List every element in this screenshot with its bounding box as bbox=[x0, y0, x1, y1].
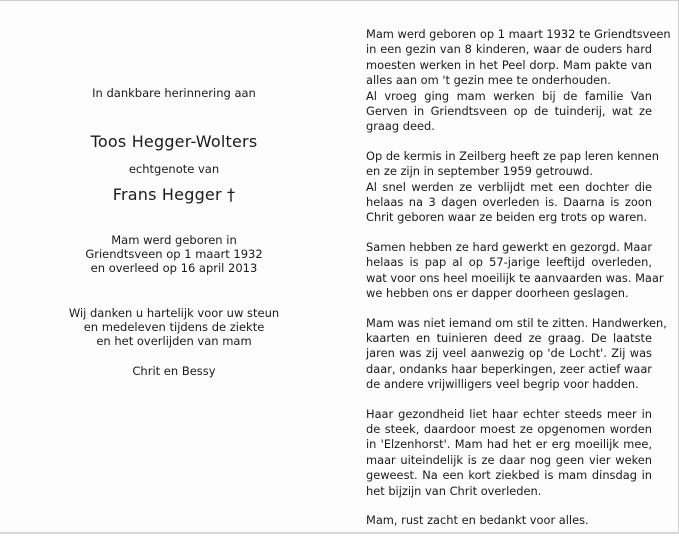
card-border-top bbox=[0, 0, 679, 1]
text-line: Samen hebben ze hard gewerkt en gezorgd. Maar bbox=[366, 239, 652, 254]
spouse-label: echtgenote van bbox=[128, 162, 220, 176]
paragraph bbox=[366, 315, 667, 393]
intro-text: In dankbare herinnering aan bbox=[92, 86, 256, 100]
paragraph bbox=[366, 148, 660, 226]
text-line: in een gezin van 8 kinderen, waar de ouders hard bbox=[366, 42, 652, 57]
birth-line: en overleed op 16 april 2013 bbox=[90, 261, 258, 275]
text-line: Chrit geboren waar ze beiden erg trots op waren. bbox=[366, 210, 648, 225]
paragraph bbox=[366, 27, 671, 135]
text-line: Mam was niet iemand om stil te zitten. Handwerken, bbox=[366, 315, 667, 330]
text-line: alles aan om 't gezin mee te onderhouden. bbox=[366, 73, 612, 88]
text-line: het bijzijn van Chrit overleden. bbox=[366, 483, 542, 498]
thanks-line: en het overlijden van mam bbox=[96, 334, 252, 348]
paragraph bbox=[366, 407, 652, 499]
text-line: jaren was zij veel aanwezig op 'de Locht'. Zij was bbox=[366, 346, 652, 361]
text-line: de andere vrijwilligers veel begrip voor hadden. bbox=[366, 377, 639, 392]
paragraph bbox=[366, 239, 664, 302]
text-line: wat voor ons heel moeilijk te aanvaarden was. Maar bbox=[366, 270, 664, 285]
deceased-name: Toos Hegger-Wolters bbox=[90, 132, 258, 151]
text-line: kaarten en tuinieren deed ze graag. De laatste bbox=[366, 330, 652, 345]
text-line: Gerven in Griendtsveen op de tuinderij, wat ze bbox=[366, 104, 652, 119]
text-line: daar, ondanks haar beperkingen, zeer actief waar bbox=[366, 361, 652, 376]
text-line: geweest. Na een kort ziekbed is mam dinsdag in bbox=[366, 468, 652, 483]
text-line: graag deed. bbox=[366, 119, 435, 134]
birth-line: Griendtsveen op 1 maart 1932 bbox=[85, 247, 263, 261]
text-line: helaas na 3 dagen overleden is. Daarna is zoon bbox=[366, 195, 652, 210]
text-line: Op de kermis in Zeilberg heeft ze pap leren kennen bbox=[366, 148, 660, 163]
text-line: moesten werken in het Peel dorp. Mam pakte van bbox=[366, 57, 652, 72]
text-line: Haar gezondheid liet haar echter steeds meer in bbox=[366, 406, 652, 421]
text-line: de steek, daardoor moest ze opgenomen worden bbox=[366, 421, 652, 436]
text-line: Al vroeg ging mam werken bij de familie Van bbox=[366, 88, 652, 103]
thanks-line: en medeleven tijdens de ziekte bbox=[83, 320, 265, 334]
text-line: Mam werd geboren op 1 maart 1932 te Griendtsveen bbox=[366, 27, 671, 41]
text-line: in 'Elzenhorst'. Mam had het er erg moeilijk mee, bbox=[366, 437, 652, 452]
text-line: Al snel werden ze verblijdt met een dochter die bbox=[366, 179, 652, 194]
thanks-line: Wij danken u hartelijk voor uw steun bbox=[68, 306, 280, 320]
closing-line: Mam, rust zacht en bedankt voor alles. bbox=[366, 512, 589, 527]
paragraph bbox=[366, 513, 652, 528]
birth-line: Mam werd geboren in bbox=[111, 233, 237, 247]
right-panel bbox=[366, 27, 671, 542]
text-line: we hebben ons er dapper doorheen geslagen. bbox=[366, 286, 629, 301]
text-line: maar uiteindelijk is ze daar nog geen vier weken bbox=[366, 452, 652, 467]
text-line: helaas is pap al op 57-jarige leeftijd overleden, bbox=[366, 255, 652, 270]
text-line: en ze zijn in september 1959 getrouwd. bbox=[366, 164, 593, 179]
spouse-name: Frans Hegger † bbox=[112, 185, 236, 204]
signature: Chrit en Bessy bbox=[132, 364, 216, 378]
